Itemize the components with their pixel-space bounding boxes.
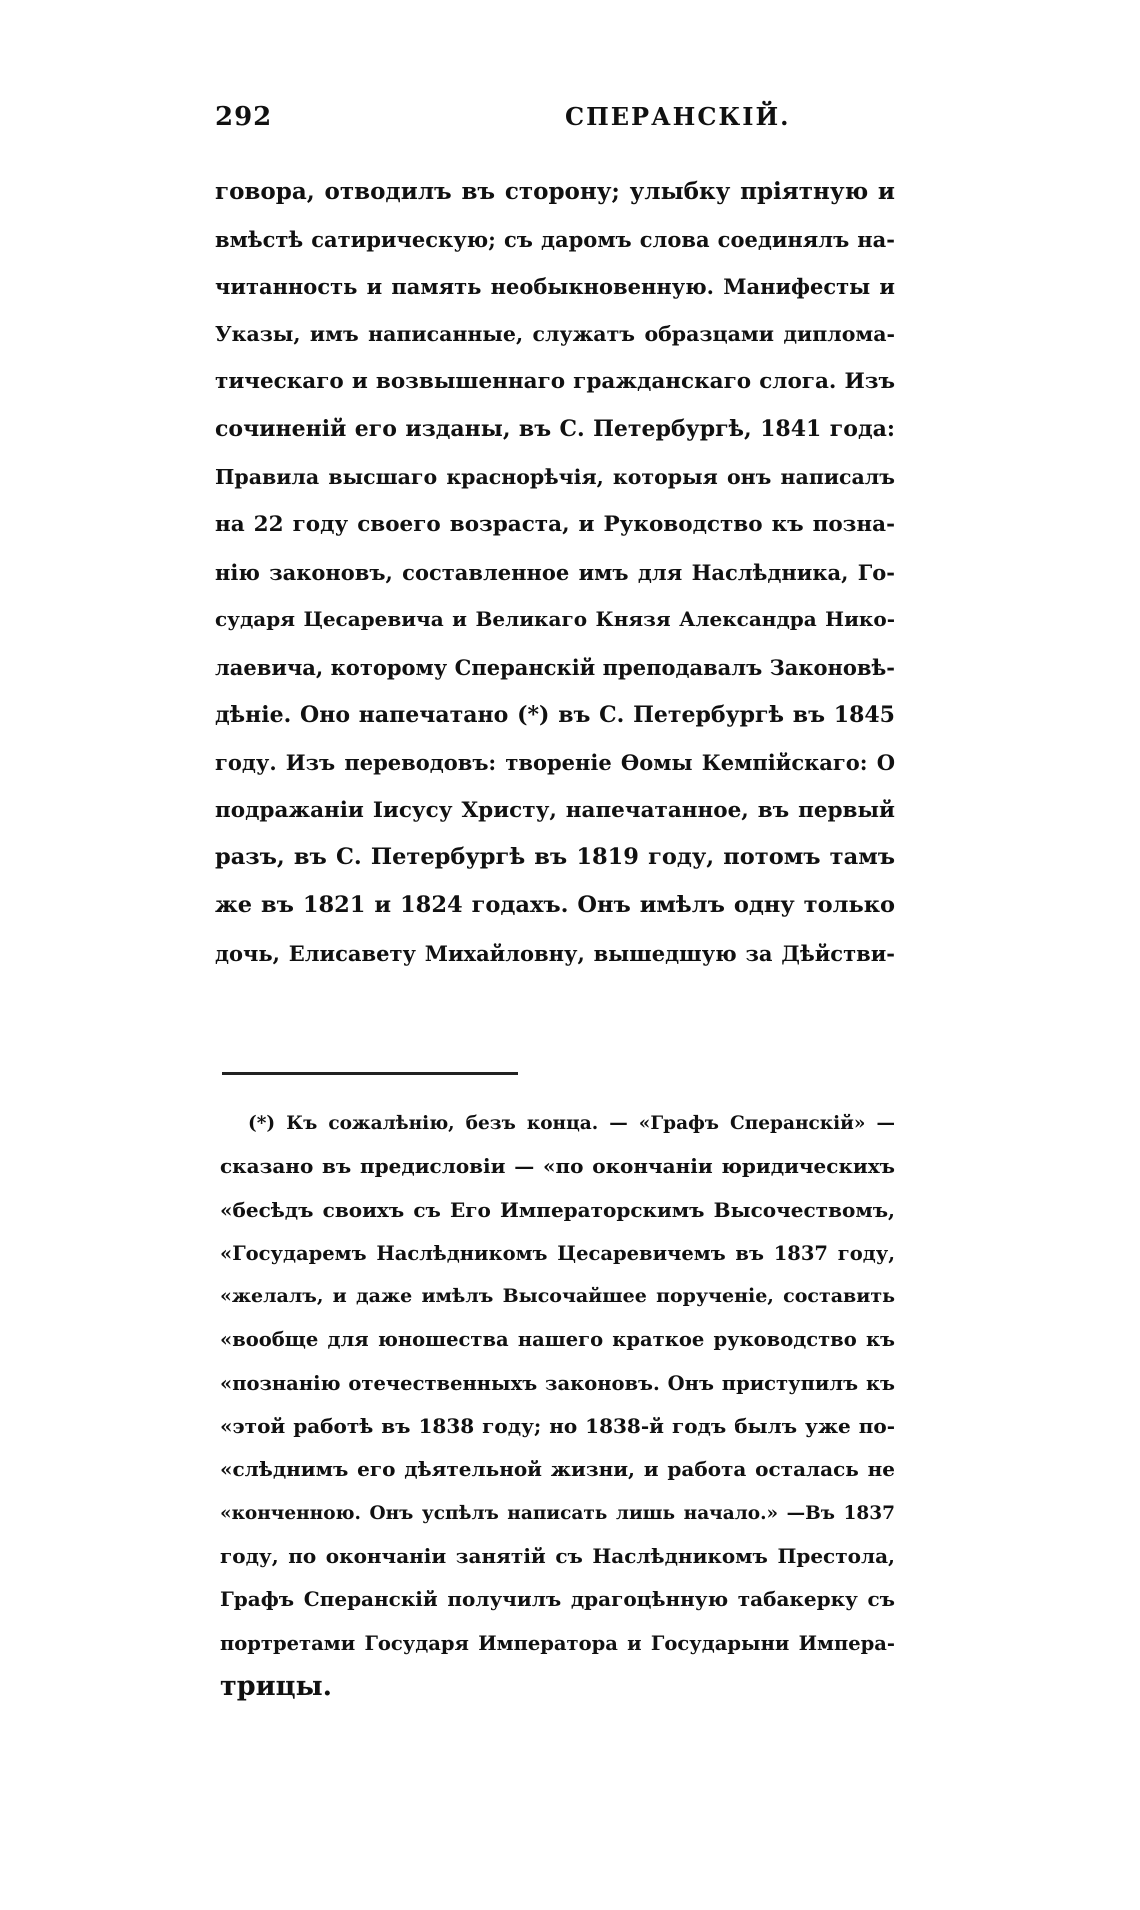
- body-line: лаевича, которому Сперанскій преподавалъ Законовѣ-: [215, 654, 895, 680]
- body-line: же въ 1821 и 1824 годахъ. Онъ имѣлъ одну только: [215, 891, 895, 918]
- footnote-line: «желалъ, и даже имѣлъ Высочайшее порученіе, составить: [220, 1285, 895, 1308]
- footnote: [220, 1102, 895, 1708]
- footnote-line: «бесѣдъ своихъ съ Его Императорскимъ Высочествомъ,: [220, 1197, 895, 1222]
- body-line: вмѣстѣ сатирическую; съ даромъ слова соединялъ на-: [215, 226, 895, 252]
- main-text: [215, 168, 895, 977]
- body-line: на 22 году своего возраста, и Руководство къ позна-: [215, 512, 895, 538]
- running-title: СПЕРАНСКІЙ.: [565, 102, 791, 131]
- footnote-line: Графъ Сперанскій получилъ драгоцѣнную табакерку съ: [220, 1587, 895, 1612]
- body-line: году. Изъ переводовъ: твореніе Ѳомы Кемпійскаго: О: [215, 750, 895, 776]
- footnote-line: «конченною. Онъ успѣлъ написать лишь начало.» —Въ 1837: [220, 1502, 895, 1524]
- body-line: сочиненій его изданы, въ С. Петербургѣ, 1841 года:: [215, 415, 895, 442]
- body-line: говора, отводилъ въ сторону; улыбку пріятную и: [215, 178, 895, 205]
- page-number: 292: [215, 102, 273, 132]
- body-line: Правила высшаго краснорѣчія, которыя онъ написалъ: [215, 464, 895, 489]
- body-line: подражаніи Іисусу Христу, напечатанное, въ первый: [215, 797, 895, 823]
- body-line: читанность и память необыкновенную. Манифесты и: [215, 274, 895, 300]
- footnote-line: «этой работѣ въ 1838 году; но 1838-й годъ былъ уже по-: [220, 1414, 895, 1439]
- footnote-line: сказано въ предисловіи — «по окончаніи юридическихъ: [220, 1154, 895, 1179]
- footnote-line: году, по окончаніи занятій съ Наслѣдникомъ Престола,: [220, 1543, 895, 1568]
- body-line: разъ, въ С. Петербургѣ въ 1819 году, потомъ тамъ: [215, 844, 895, 871]
- body-line: сударя Цесаревича и Великаго Князя Александра Нико-: [215, 607, 895, 632]
- body-line: дѣніе. Оно напечатано (*) въ С. Петербургѣ въ 1845: [215, 701, 895, 728]
- footnote-line: (*) Къ сожалѣнію, безъ конца. — «Графъ Сперанскій» —: [248, 1113, 895, 1134]
- footnote-line: «слѣднимъ его дѣятельной жизни, и работа осталась не: [220, 1457, 895, 1482]
- body-line: Указы, имъ написанные, служатъ образцами дипломa-: [215, 321, 895, 346]
- footnote-divider: [222, 1072, 518, 1075]
- footnote-line: «познанію отечественныхъ законовъ. Онъ приступилъ къ: [220, 1371, 895, 1395]
- body-line: нію законовъ, составленное имъ для Наслѣдника, Го-: [215, 559, 895, 585]
- body-line: тическаго и возвышеннаго гражданскаго слога. Изъ: [215, 369, 895, 395]
- footnote-line: «вообще для юношества нашего краткое руководство къ: [220, 1328, 895, 1352]
- footnote-line: портретами Государя Императора и Государыни Импера-: [220, 1631, 895, 1655]
- body-line: дочь, Елисавету Михайловну, вышедшую за Дѣйстви-: [215, 940, 895, 966]
- page-header: [215, 102, 855, 142]
- footnote-line: «Государемъ Наслѣдникомъ Цесаревичемъ въ 1837 году,: [220, 1241, 895, 1265]
- footnote-line: трицы.: [220, 1670, 333, 1702]
